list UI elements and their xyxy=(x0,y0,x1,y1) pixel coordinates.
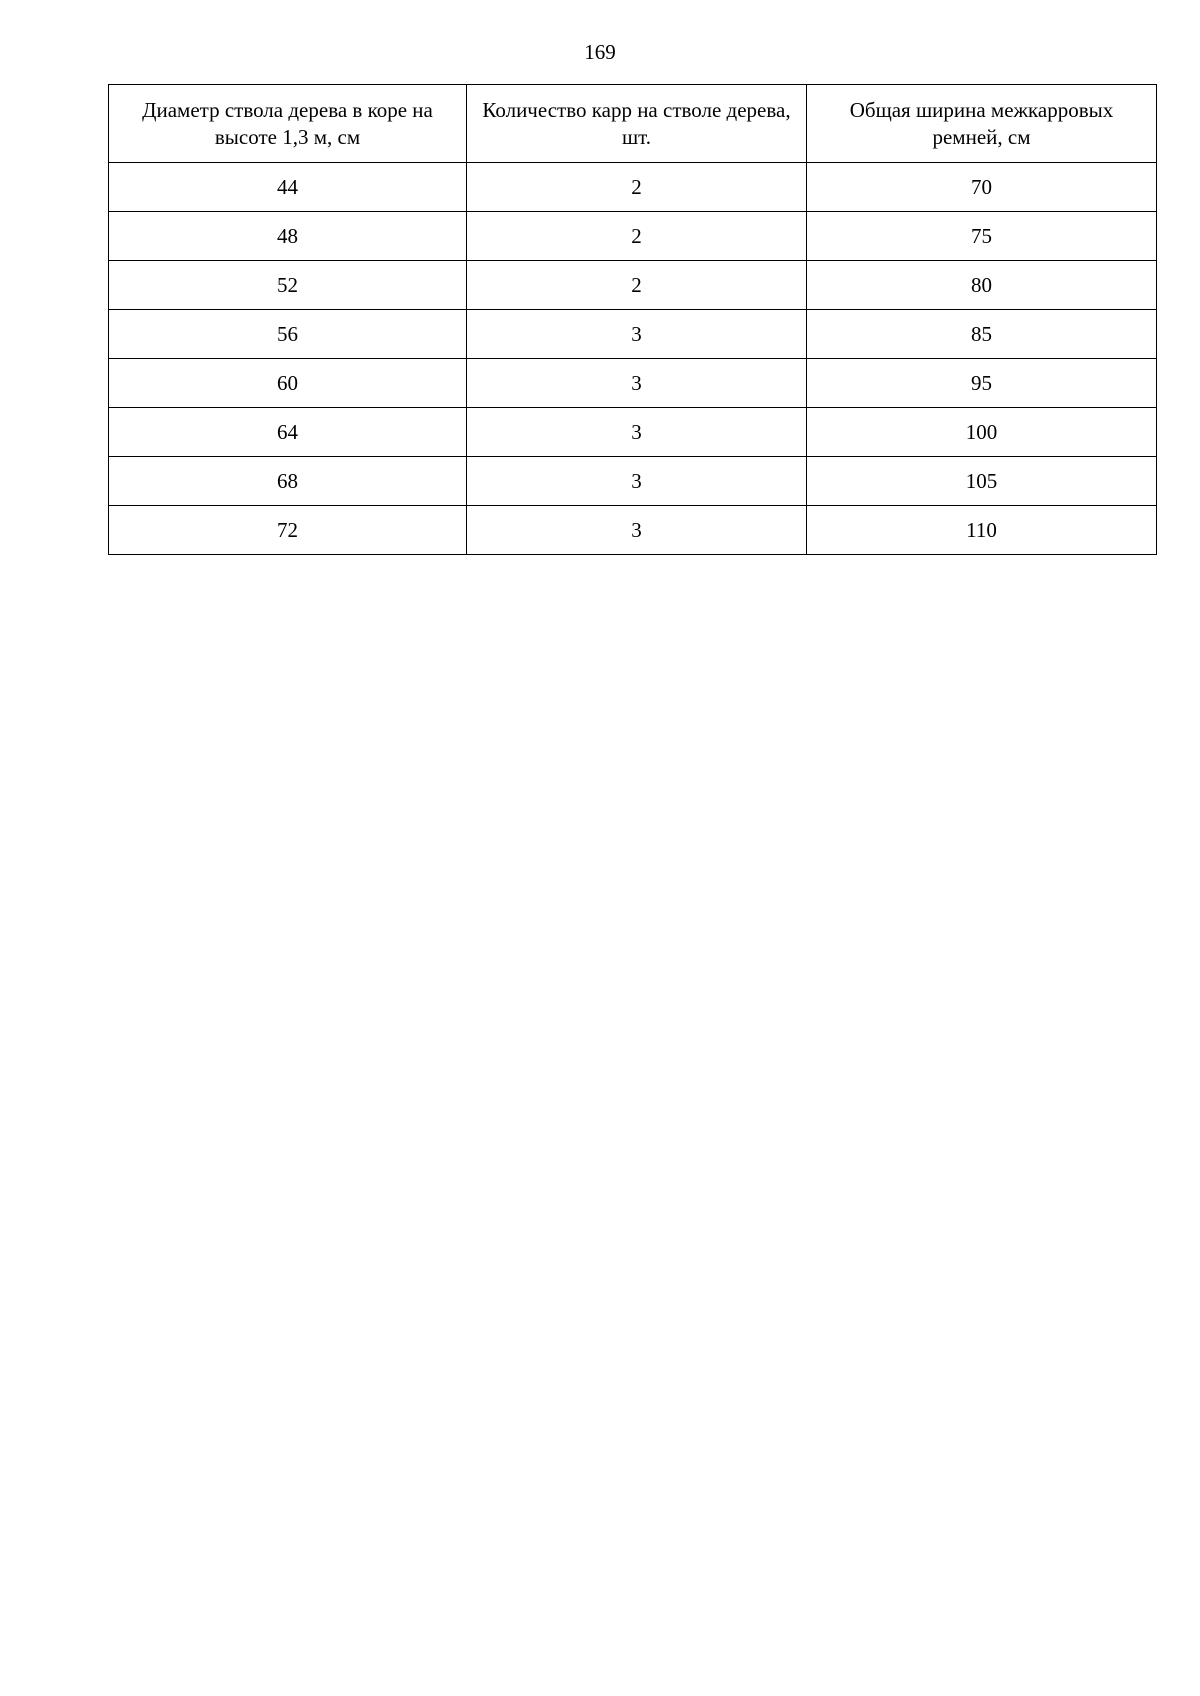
cell-trunk-diameter: 52 xyxy=(109,261,467,310)
table-row xyxy=(109,457,1157,506)
header-tapping-count: Количество карр на стволе дерева, шт. xyxy=(467,85,807,163)
page-number: 169 xyxy=(584,40,616,64)
cell-trunk-diameter: 56 xyxy=(109,310,467,359)
table-row xyxy=(109,261,1157,310)
cell-tapping-count: 3 xyxy=(467,310,807,359)
cell-tapping-count: 3 xyxy=(467,506,807,555)
cell-trunk-diameter: 60 xyxy=(109,359,467,408)
cell-trunk-diameter: 48 xyxy=(109,212,467,261)
cell-tapping-count: 3 xyxy=(467,359,807,408)
header-trunk-diameter: Диаметр ствола дерева в коре на высоте 1,3 м, см xyxy=(109,85,467,163)
cell-belt-width: 100 xyxy=(807,408,1157,457)
table-header xyxy=(109,85,1157,163)
table-row xyxy=(109,359,1157,408)
cell-belt-width: 105 xyxy=(807,457,1157,506)
cell-trunk-diameter: 44 xyxy=(109,163,467,212)
cell-tapping-count: 2 xyxy=(467,212,807,261)
table-row xyxy=(109,212,1157,261)
table-row xyxy=(109,163,1157,212)
cell-trunk-diameter: 68 xyxy=(109,457,467,506)
data-table xyxy=(108,84,1157,555)
cell-tapping-count: 3 xyxy=(467,408,807,457)
cell-tapping-count: 2 xyxy=(467,261,807,310)
cell-trunk-diameter: 72 xyxy=(109,506,467,555)
cell-belt-width: 70 xyxy=(807,163,1157,212)
table-row xyxy=(109,408,1157,457)
cell-belt-width: 80 xyxy=(807,261,1157,310)
cell-belt-width: 95 xyxy=(807,359,1157,408)
cell-belt-width: 75 xyxy=(807,212,1157,261)
cell-tapping-count: 3 xyxy=(467,457,807,506)
header-belt-width: Общая ширина межкарровых ремней, см xyxy=(807,85,1157,163)
cell-trunk-diameter: 64 xyxy=(109,408,467,457)
cell-tapping-count: 2 xyxy=(467,163,807,212)
table-row xyxy=(109,506,1157,555)
table-body xyxy=(109,163,1157,555)
cell-belt-width: 85 xyxy=(807,310,1157,359)
table-row xyxy=(109,310,1157,359)
table-header-row xyxy=(109,85,1157,163)
cell-belt-width: 110 xyxy=(807,506,1157,555)
